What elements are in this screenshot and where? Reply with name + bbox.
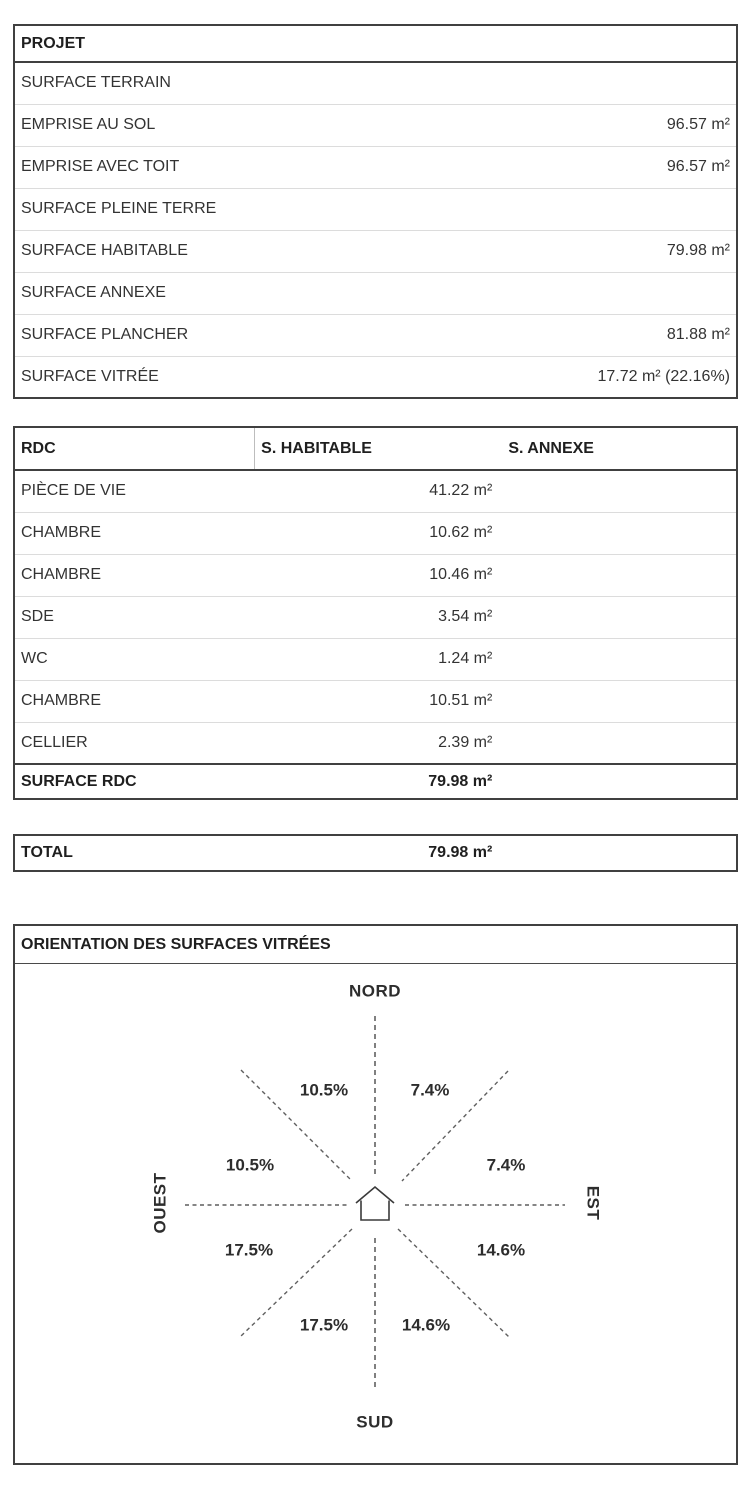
pct-east-lower: 14.6% <box>476 1240 526 1260</box>
row-value <box>376 188 738 230</box>
house-icon <box>356 1187 394 1220</box>
table-row <box>14 680 737 722</box>
row-annexe-value <box>502 554 737 596</box>
pct-east-upper: 7.4% <box>486 1155 526 1175</box>
table-row <box>14 314 737 356</box>
compass-diagram <box>15 964 736 1462</box>
pct-south-inner-east: 14.6% <box>401 1315 451 1335</box>
row-value: 17.72 m² (22.16%) <box>376 356 738 398</box>
table-row <box>14 596 737 638</box>
pct-south-inner-west: 17.5% <box>299 1315 349 1335</box>
row-habitable-value: 10.46 m² <box>255 554 503 596</box>
row-label: SURFACE ANNEXE <box>14 272 376 314</box>
row-annexe-value <box>502 722 737 764</box>
project-table <box>13 24 738 399</box>
pct-west-lower: 17.5% <box>224 1240 274 1260</box>
row-annexe-value <box>502 512 737 554</box>
row-label: CHAMBRE <box>14 554 255 596</box>
row-label: SURFACE PLEINE TERRE <box>14 188 376 230</box>
row-habitable-value: 2.39 m² <box>255 722 503 764</box>
row-label: SDE <box>14 596 255 638</box>
label-south: SUD <box>356 1412 394 1432</box>
table-row <box>14 272 737 314</box>
orientation-panel-title: ORIENTATION DES SURFACES VITRÉES <box>15 926 736 964</box>
pct-west-upper: 10.5% <box>225 1155 275 1175</box>
pct-north-inner-west: 10.5% <box>299 1080 349 1100</box>
rdc-table-header-row <box>14 427 737 470</box>
subtotal-habitable-value: 79.98 m² <box>255 764 503 799</box>
row-habitable-value: 10.51 m² <box>255 680 503 722</box>
row-label: SURFACE HABITABLE <box>14 230 376 272</box>
table-row <box>14 722 737 764</box>
rdc-subtotal-row <box>14 764 737 799</box>
subtotal-label: SURFACE RDC <box>14 764 255 799</box>
table-row <box>14 104 737 146</box>
total-annexe-value <box>502 835 737 871</box>
total-label: TOTAL <box>21 844 73 861</box>
row-label: PIÈCE DE VIE <box>14 470 255 512</box>
row-value: 81.88 m² <box>376 314 738 356</box>
table-row <box>14 470 737 512</box>
subtotal-annexe-value <box>502 764 737 799</box>
table-row <box>14 188 737 230</box>
table-row <box>14 146 737 188</box>
row-label: SURFACE TERRAIN <box>14 62 376 104</box>
row-label: EMPRISE AVEC TOIT <box>14 146 376 188</box>
column-header-habitable: S. HABITABLE <box>255 427 503 470</box>
row-label: SURFACE VITRÉE <box>14 356 376 398</box>
label-west: OUEST <box>150 1172 170 1234</box>
table-row <box>14 638 737 680</box>
row-habitable-value: 3.54 m² <box>255 596 503 638</box>
project-table-header-row <box>14 25 737 62</box>
row-annexe-value <box>502 680 737 722</box>
table-row <box>14 554 737 596</box>
table-row <box>14 62 737 104</box>
column-header-annexe: S. ANNEXE <box>502 427 737 470</box>
row-value: 79.98 m² <box>376 230 738 272</box>
label-east: EST <box>583 1185 603 1221</box>
rdc-table <box>13 426 738 800</box>
row-value: 96.57 m² <box>376 104 738 146</box>
row-habitable-value: 10.62 m² <box>255 512 503 554</box>
row-annexe-value <box>502 638 737 680</box>
row-label: CELLIER <box>14 722 255 764</box>
row-label: CHAMBRE <box>14 680 255 722</box>
row-value: 96.57 m² <box>376 146 738 188</box>
table-row <box>14 512 737 554</box>
row-annexe-value <box>502 596 737 638</box>
row-label: CHAMBRE <box>14 512 255 554</box>
row-label: WC <box>14 638 255 680</box>
row-label: EMPRISE AU SOL <box>14 104 376 146</box>
row-habitable-value: 41.22 m² <box>255 470 503 512</box>
table-row <box>14 356 737 398</box>
row-value <box>376 272 738 314</box>
table-row <box>14 230 737 272</box>
row-label: SURFACE PLANCHER <box>14 314 376 356</box>
column-header-level: RDC <box>14 427 255 470</box>
total-row <box>14 835 737 871</box>
row-value <box>376 62 738 104</box>
orientation-compass <box>15 964 736 1462</box>
pct-north-inner-east: 7.4% <box>410 1080 450 1100</box>
label-north: NORD <box>348 981 402 1001</box>
orientation-panel <box>13 924 738 1465</box>
row-annexe-value <box>502 470 737 512</box>
total-table <box>13 834 738 872</box>
total-value: 79.98 m² <box>428 844 493 861</box>
row-habitable-value: 1.24 m² <box>255 638 503 680</box>
project-table-title: PROJET <box>14 25 737 62</box>
